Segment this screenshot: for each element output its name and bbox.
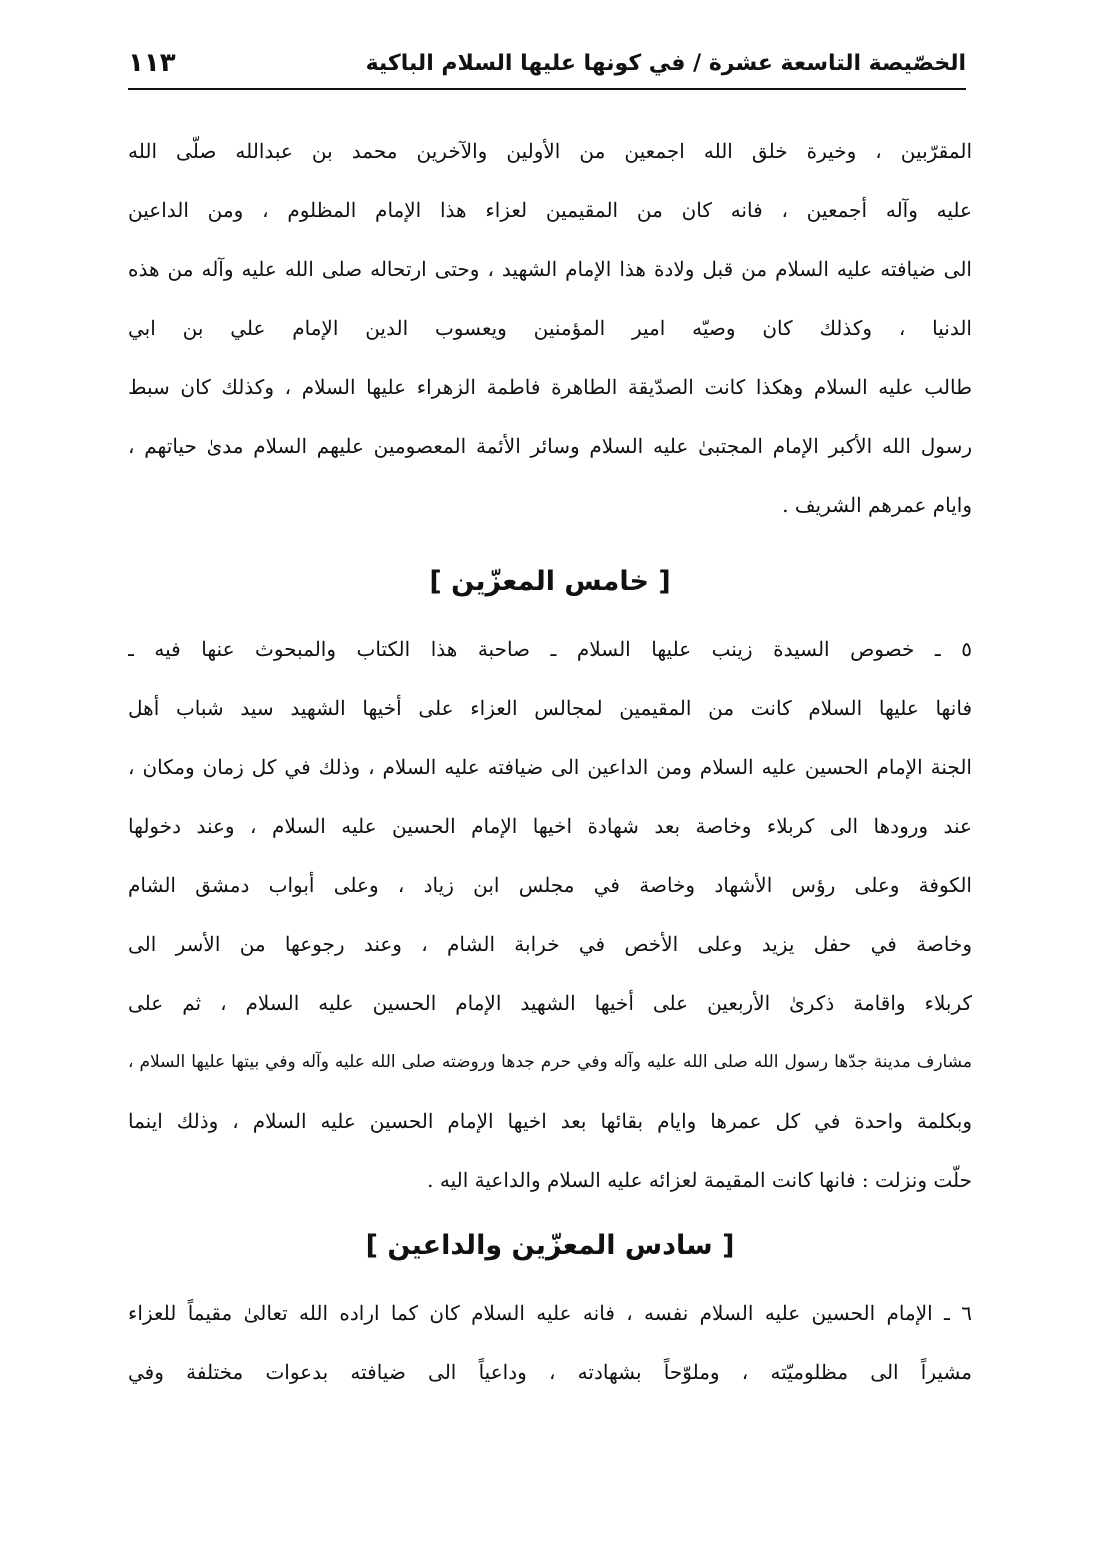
text-line: فانها عليها السلام كانت من المقيمين لمجالس العزاء على أخيها الشهيد سيد شباب أهل <box>128 696 972 720</box>
running-title: الخصّيصة التاسعة عشرة / في كونها عليها السلام الباكية <box>365 50 966 76</box>
text-line: وخاصة في حفل يزيد وعلى الأخص في خرابة الشام ، وعند رجوعها من الأسر الى <box>128 932 972 956</box>
text-line: الجنة الإمام الحسين عليه السلام ومن الداعين الى ضيافته عليه السلام ، وذلك في كل زمان ومكان ، <box>128 755 972 779</box>
text-line: وايام عمرهم الشريف . <box>782 493 972 517</box>
text-line: المقرّبين ، وخيرة خلق الله اجمعين من الأولين والآخرين محمد بن عبدالله صلّى الله <box>128 139 972 163</box>
text-line: ٦ ـ الإمام الحسين عليه السلام نفسه ، فانه عليه السلام كان كما اراده الله تعالىٰ مقيماً للعزاء <box>128 1301 972 1325</box>
text-line: ٥ ـ خصوص السيدة زينب عليها السلام ـ صاحبة هذا الكتاب والمبحوث عنها فيه ـ <box>128 637 972 661</box>
page-number: ١١٣ <box>128 48 176 78</box>
text-line: الكوفة وعلى رؤس الأشهاد وخاصة في مجلس ابن زياد ، وعلى أبواب دمشق الشام <box>128 873 972 897</box>
text-line: عليه وآله أجمعين ، فانه كان من المقيمين لعزاء هذا الإمام المظلوم ، ومن الداعين <box>128 198 972 222</box>
text-line: عند ورودها الى كربلاء وخاصة بعد شهادة اخيها الإمام الحسين عليه السلام ، وعند دخولها <box>128 814 972 838</box>
text-line: حلّت ونزلت : فانها كانت المقيمة لعزائه عليه السلام والداعية اليه . <box>427 1168 972 1192</box>
section-heading-fifth: [ خامس المعزّين ] <box>429 566 671 597</box>
text-line: الدنيا ، وكذلك كان وصيّه امير المؤمنين ويعسوب الدين الإمام علي بن ابي <box>128 316 972 340</box>
text-line: وبكلمة واحدة في كل عمرها وايام بقائها بعد اخيها الإمام الحسين عليه السلام ، وذلك اينما <box>128 1109 972 1133</box>
section-heading-sixth: [ سادس المعزّين والداعين ] <box>365 1230 735 1261</box>
text-line: كربلاء واقامة ذكرىٰ الأربعين على أخيها الشهيد الإمام الحسين عليه السلام ، ثم على <box>128 991 972 1015</box>
paragraph-3 <box>128 1284 972 1402</box>
paragraph-1 <box>128 122 972 535</box>
text-line: الى ضيافته عليه السلام من قبل ولادة هذا الإمام الشهيد ، وحتى ارتحاله صلى الله عليه وآله من هذه <box>128 257 972 281</box>
text-line: طالب عليه السلام وهكذا كانت الصدّيقة الطاهرة فاطمة الزهراء عليها السلام ، وكذلك كان سبط <box>128 375 972 399</box>
paragraph-2 <box>128 620 972 1210</box>
text-line: مشيراً الى مظلوميّته ، وملوّحاً بشهادته ، وداعياً الى ضيافته بدعوات مختلفة وفي <box>128 1360 972 1384</box>
text-line: مشارف مدينة جدّها رسول الله صلى الله عليه وآله وفي حرم جدها وروضته صلى الله عليه وآله وفي بيتها عليها السلام ، <box>128 1052 972 1072</box>
page-header <box>128 38 966 90</box>
text-line: رسول الله الأكبر الإمام المجتبىٰ عليه السلام وسائر الأئمة المعصومين عليهم السلام مدىٰ حياتهم ، <box>128 434 972 458</box>
